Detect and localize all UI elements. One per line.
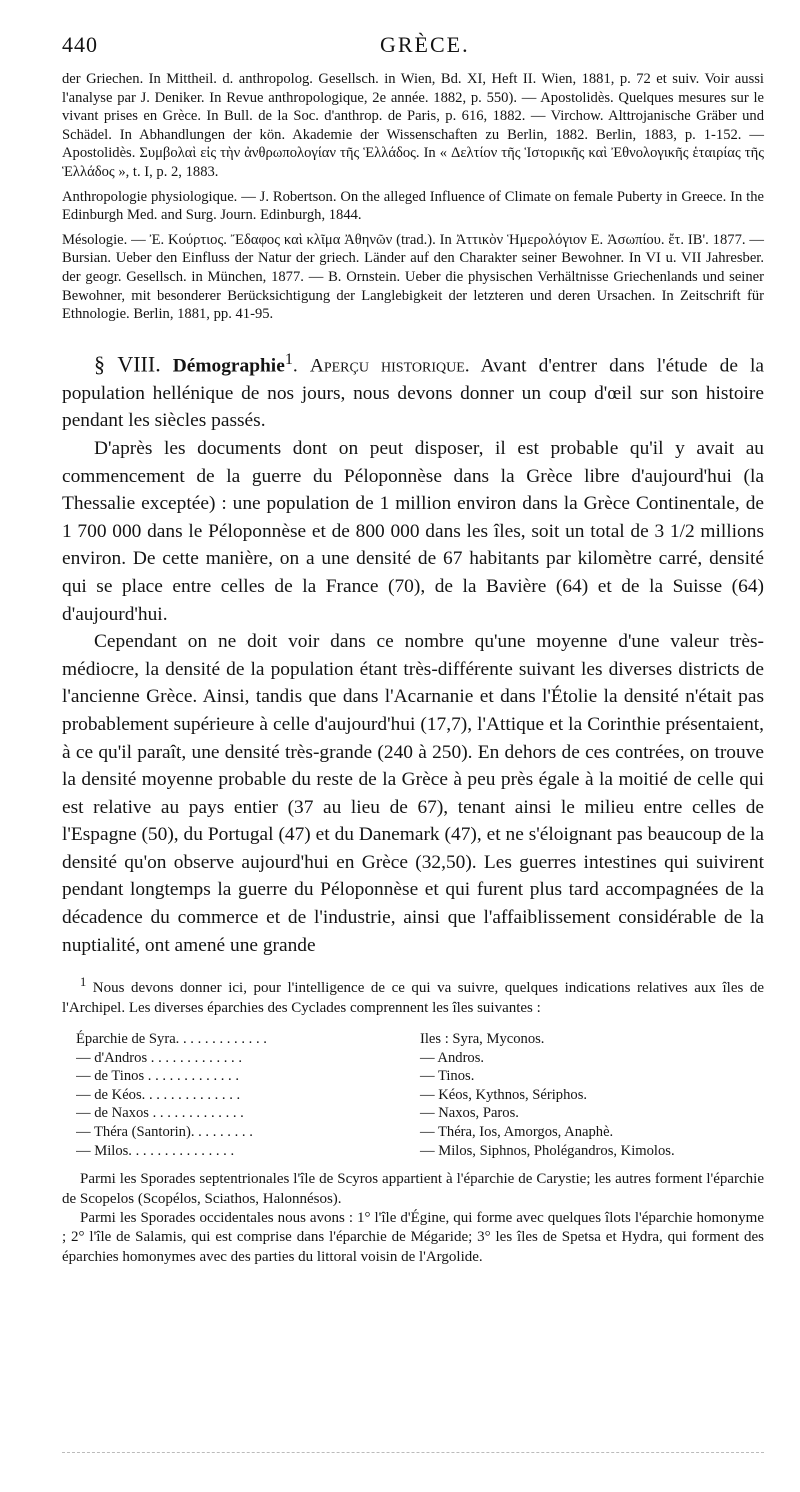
eparchy-islands: — Andros. <box>420 1049 485 1066</box>
main-text <box>62 346 764 960</box>
footnote-ref: 1 <box>284 350 293 368</box>
bottom-divider <box>62 1452 764 1453</box>
table-row <box>76 1142 764 1161</box>
eparchy-name: — de Kéos. . . . . . . . . . . . . . <box>76 1086 241 1103</box>
footnote-paragraph: Parmi les Sporades septentrionales l'île de Scyros appartient à l'éparchie de Carystie; les autres forment l'éparchie de Scopelos (Scopélos, Sciathos, Halonnésos). <box>62 1171 764 1207</box>
section-title: Démographie <box>172 355 285 377</box>
page-number: 440 <box>62 32 98 57</box>
section-subtitle: Aperçu historique. <box>309 355 470 377</box>
eparchy-name: — d'Andros . . . . . . . . . . . . . <box>76 1049 242 1066</box>
footnote-intro: Nous devons donner ici, pour l'intelligence de ce qui va suivre, quelques indications relatives aux îles de l'Archipel. Les diverses éparchies des Cyclades comprennent les îles suivantes : <box>62 980 765 1016</box>
footnote-paragraph: Parmi les Sporades occidentales nous avons : 1° l'île d'Égine, qui forme avec quelques îlots l'éparchie homonyme ; 2° l'île de Salamis, qui est comprise dans l'éparchie de Mégaride; 3° les îles de Spetsa et Hydra, qui forment des éparchies homonymes avec des parties du littoral voisin de l'Argolide. <box>62 1210 764 1265</box>
body-paragraph: D'après les documents dont on peut disposer, il est probable qu'il y avait au commencement de la guerre du Péloponnèse dans la Grèce libre d'aujourd'hui (la Thessalie exceptée) : une population de 1 million environ dans la Grèce Continentale, de 1 700 000 dans le Péloponnèse et de 800 000 dans les îles, soit un total de 3 1/2 millions environ. De cette manière, on a une densité de 67 habitants par kilomètre carré, densité qui se place entre celles de la France (70), de la Bavière (64) et de la Suisse (64) d'aujourd'hui. <box>62 437 764 625</box>
bibliography-entry: Anthropologie physiologique. — J. Robertson. On the alleged Influence of Climate on female Puberty in Greece. In the Edinburgh Med. and Surg. Journ. Edinburgh, 1844. <box>62 188 764 224</box>
eparchy-islands: — Milos, Siphnos, Pholégandros, Kimolos. <box>420 1142 675 1159</box>
section-intro: Avant d'entrer dans l'étude de la population hellénique de nos jours, nous devons donner un coup d'œil sur son histoire pendant les siècles passés. <box>62 355 765 432</box>
footnote-marker: 1 <box>80 975 87 990</box>
table-row <box>76 1123 764 1142</box>
eparchy-islands: — Théra, Ios, Amorgos, Anaphè. <box>420 1124 614 1141</box>
table-row <box>76 1067 764 1086</box>
eparchy-name: — de Tinos . . . . . . . . . . . . . <box>76 1068 239 1085</box>
bibliography-entry: der Griechen. In Mittheil. d. anthropolog. Gesellsch. in Wien, Bd. XI, Heft II. Wien, 1881, p. 72 et suiv. Voir aussi l'analyse par J. Deniker. In Revue anthropologique, 2e année. 1882, p. 550). — Apostolidès. Quelques mesures sur le vivant prises en Grèce. In Bull. de la Soc. d'anthrop. de Paris, p. 616, 1882. — Virchow. Alttrojanische Gräber und Schädel. In Abhandlungen der kön. Akademie der Wissenschaften zu Berlin, 1882. Berlin, 1883, p. 1-152. — Apostolidès. Συμβολαὶ εἰς τὴν ἀνθρωπολογίαν τῆς Ἑλλάδος. In « Δελτίον τῆς Ἱστορικῆς καὶ Ἐθνολογικῆς ἑταιρίας τῆς Ἑλλάδος », t. I, p. 2, 1883. <box>62 71 764 180</box>
eparchy-name: Éparchie de Syra. . . . . . . . . . . . . <box>76 1031 267 1048</box>
running-title: GRÈCE. <box>380 32 470 57</box>
section-mark: § VIII. <box>94 351 161 377</box>
page-header <box>62 30 764 70</box>
table-row <box>76 1104 764 1123</box>
section-heading: § VIII. Démographie$^1$. Aperçu historique. Avant d'entrer dans l'étude de la population hellénique de nos jours, nous devons donner un coup d'œil sur son histoire pendant les siècles passés. <box>62 350 765 432</box>
eparchy-name: — Théra (Santorin). . . . . . . . . <box>76 1124 253 1141</box>
table-row <box>76 1030 764 1049</box>
eparchy-islands: — Naxos, Paros. <box>420 1105 519 1122</box>
bibliography-entry: Mésologie. — Ἐ. Κούρτιος. Ἔδαφος καὶ κλῖμα Ἀθηνῶν (trad.). In Ἀττικὸν Ἡμερολόγιον Ε. Ἀσωπίου. ἔτ. ΙΒ'. 1877. — Bursian. Ueber den Einfluss der Natur der griech. Länder auf den Charakter seiner Bewohner. In VI u. VII Jahresber. der geogr. Gesellsch. in München, 1877. — B. Ornstein. Ueber die physischen Verhältnisse Griechenlands und seiner Bewohner, mit besonderer Berücksichtigung der Langlebigkeit der letzteren und deren Ursachen. In Zeitschrift für Ethnologie. Berlin, 1881, pp. 41-95. <box>62 231 764 323</box>
eparchy-islands: — Tinos. <box>420 1068 475 1085</box>
eparchy-islands: Iles : Syra, Myconos. <box>420 1031 545 1048</box>
bibliography-block <box>62 70 764 324</box>
eparchy-name: — de Naxos . . . . . . . . . . . . . <box>76 1105 244 1122</box>
eparchy-islands: — Kéos, Kythnos, Sériphos. <box>420 1086 588 1103</box>
footnote <box>62 973 764 1267</box>
body-paragraph: Cependant on ne doit voir dans ce nombre qu'une moyenne d'une valeur très-médiocre, la densité de la population étant très-différente suivant les diverses districts de l'ancienne Grèce. Ainsi, tandis que dans l'Acarnanie et dans l'Étolie la densité n'était pas probablement supérieure à celle d'aujourd'hui (17,7), l'Attique et la Corinthie présentaient, à ce qu'il paraît, une densité très-grande (240 à 250). En dehors de ces contrées, on trouve la densité moyenne probable du reste de la Grèce à peu près égale à la moitié de celle qui est relative au pays entier (37 au lieu de 67), tenant ainsi le milieu entre celles de l'Espagne (50), du Portugal (47) et du Danemark (47), et ne s'éloignant pas beaucoup de la densité qu'on observe aujourd'hui en Grèce (32,50). Les guerres intestines qui suivirent pendant longtemps la guerre du Péloponnèse et qui furent plus tard accompagnées de la décadence du commerce et de l'industrie, ainsi que l'affaiblissement considérable de la nuptialité, ont amené une grande <box>62 631 764 956</box>
eparchies-table <box>76 1030 764 1160</box>
eparchy-name: — Milos. . . . . . . . . . . . . . . <box>76 1142 235 1159</box>
table-row <box>76 1086 764 1105</box>
table-row <box>76 1049 764 1068</box>
